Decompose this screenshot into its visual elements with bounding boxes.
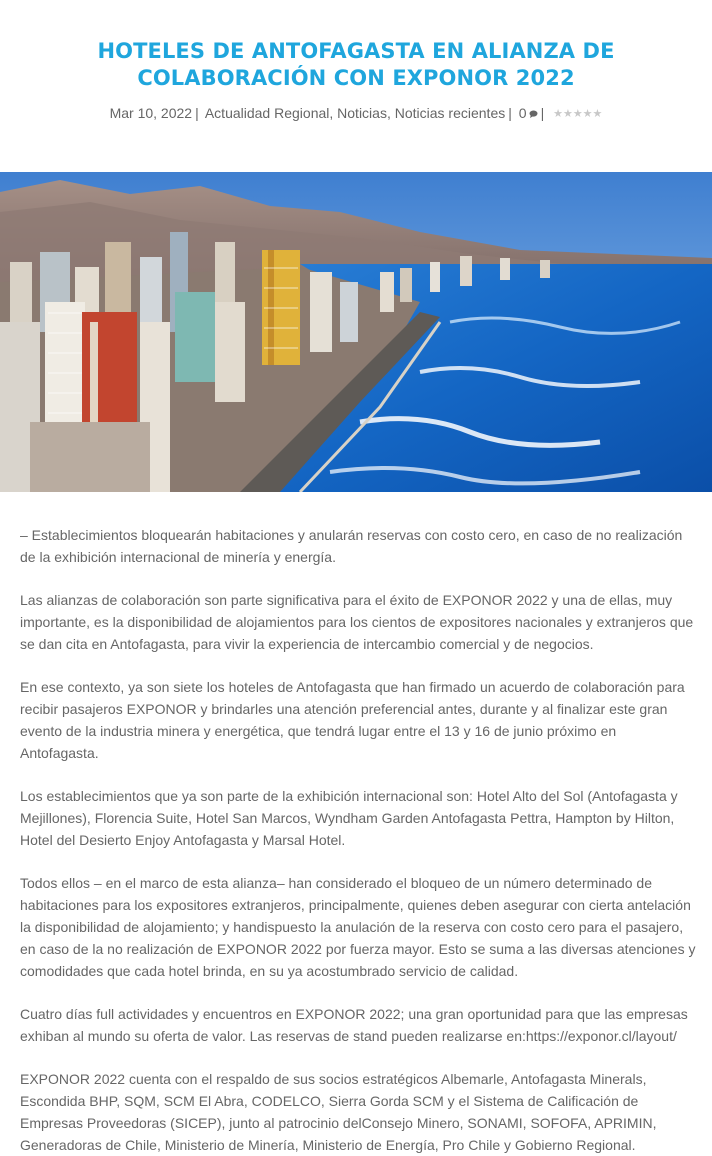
- article-header: [0, 0, 712, 123]
- article-title: HOTELES DE ANTOFAGASTA EN ALIANZA DE COLABORACIÓN CON EXPONOR 2022: [97, 39, 615, 90]
- post-meta: Mar 10, 2022 | Actualidad Regional, Noticias, Noticias recientes | 0 | ★★★★★: [109, 105, 603, 121]
- star-rating-icon: ★★★★★: [553, 108, 603, 120]
- comment-count: 0: [518, 105, 527, 121]
- paragraph-lead: – Establecimientos bloquearán habitaciones y anularán reservas con costo cero, en caso de no realización de la exhibición internacional de minería y energía.: [20, 527, 683, 565]
- post-date: Mar 10, 2022: [109, 105, 193, 121]
- paragraph: Las alianzas de colaboración son parte significativa para el éxito de EXPONOR 2022 y una de ellas, muy importante, es la disponibilidad de alojamientos para los cientos de expositores nacionales y extranjeros que se dan cita en Antofagasta, para vivir la experiencia de intercambio comercial y de negocios.: [20, 592, 694, 652]
- category-link-noticias-recientes[interactable]: Noticias recientes: [394, 105, 506, 121]
- paragraph: Todos ellos – en el marco de esta alianza– han considerado el bloqueo de un número determinado de habitaciones para los expositores extranjeros, principalmente, quienes deben asegurar con cierta antelación la disponibilidad de alojamiento; y handispuesto la anulación de la reserva con costo cero para el pasajero, en caso de la no realización de EXPONOR 2022 por fuerza mayor. Esto se suma a las diversas atenciones y comodidades que cada hotel brinda, en su ya acostumbrado servicio de calidad.: [20, 875, 696, 979]
- hero-image: [0, 172, 712, 492]
- category-link-noticias[interactable]: Noticias: [337, 105, 387, 121]
- comment-bubble-icon: [529, 110, 538, 118]
- paragraph: En ese contexto, ya son siete los hoteles de Antofagasta que han firmado un acuerdo de colaboración para recibir pasajeros EXPONOR y brindarles una atención preferencial antes, durante y al finalizar este gran evento de la industria minera y energética, que tendrá lugar entre el 13 y 16 de junio próximo en Antofagasta.: [20, 679, 685, 761]
- paragraph: Cuatro días full actividades y encuentros en EXPONOR 2022; una gran oportunidad para que las empresas exhiban al mundo su oferta de valor. Las reservas de stand pueden realizarse en:https://exponor.cl/layout/: [20, 1006, 688, 1044]
- comments-link[interactable]: [519, 105, 538, 121]
- category-link-actualidad-regional[interactable]: Actualidad Regional: [204, 105, 330, 121]
- article-body: [20, 524, 696, 1156]
- paragraph: EXPONOR 2022 cuenta con el respaldo de sus socios estratégicos Albemarle, Antofagasta Minerals, Escondida BHP, SQM, SCM El Abra, CODELCO, Sierra Gorda SCM y el Sistema de Calificación de Empresas Proveedoras (SICEP), junto al patrocinio delConsejo Minero, SONAMI, SOFOFA, APRIMIN, Generadoras de Chile, Ministerio de Minería, Ministerio de Energía, Pro Chile y Gobierno Regional.: [20, 1071, 657, 1153]
- antofagasta-coastline-photo: [0, 172, 712, 492]
- paragraph: Los establecimientos que ya son parte de la exhibición internacional son: Hotel Alto del Sol (Antofagasta y Mejillones), Florencia Suite, Hotel San Marcos, Wyndham Garden Antofagasta Pettra, Hampton by Hilton, Hotel del Desierto Enjoy Antofagasta y Marsal Hotel.: [20, 788, 678, 848]
